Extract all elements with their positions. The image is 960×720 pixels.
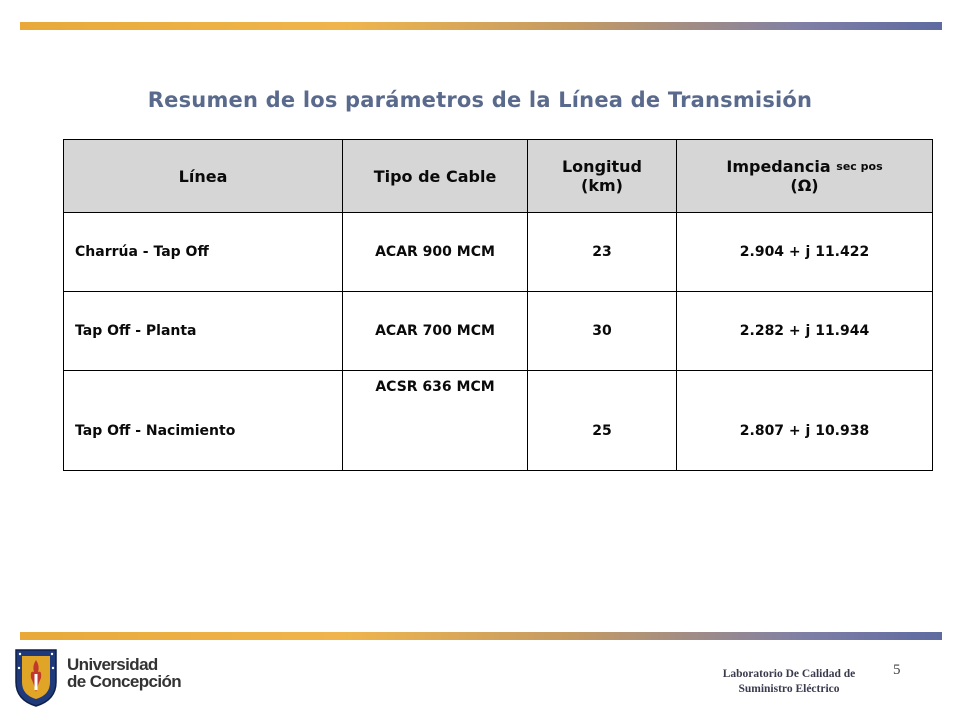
lab-name: [714, 667, 864, 697]
header-impedancia-unit: (Ω): [790, 176, 819, 195]
university-shield-logo-icon: [14, 648, 58, 708]
table-header-row: [64, 140, 933, 213]
cell-impedancia: 2.282 + j 11.944: [677, 292, 933, 371]
parameters-table: [63, 139, 933, 471]
header-tipo-cable: Tipo de Cable: [343, 140, 528, 213]
university-name-line2: de Concepción: [67, 672, 182, 691]
header-longitud-label: Longitud: [561, 157, 642, 176]
cell-linea: Tap Off - Nacimiento: [64, 371, 343, 471]
cell-tipo-cable: ACAR 900 MCM: [343, 213, 528, 292]
university-name: [67, 656, 181, 690]
top-decorative-bar: [20, 22, 942, 30]
slide-title: Resumen de los parámetros de la Línea de Transmisión: [147, 88, 813, 112]
cell-impedancia: 2.904 + j 11.422: [677, 213, 933, 292]
header-impedancia-subscript: sec pos: [836, 160, 883, 173]
header-impedancia: [677, 140, 933, 213]
cell-tipo-cable: ACAR 700 MCM: [343, 292, 528, 371]
table-row: [64, 371, 933, 471]
cell-longitud: 30: [528, 292, 677, 371]
cell-linea: Charrúa - Tap Off: [64, 213, 343, 292]
table-row: [64, 213, 933, 292]
header-longitud: [528, 140, 677, 213]
header-impedancia-label: Impedancia: [726, 157, 831, 176]
lab-name-line2: Suministro Eléctrico: [738, 683, 840, 695]
header-longitud-unit: (km): [581, 176, 623, 195]
cell-linea: Tap Off - Planta: [64, 292, 343, 371]
cell-longitud: 25: [528, 371, 677, 471]
cell-tipo-cable: ACSR 636 MCM: [343, 371, 528, 471]
bottom-decorative-bar: [20, 632, 942, 640]
lab-name-line1: Laboratorio De Calidad de: [722, 668, 856, 680]
page-number: 5: [893, 662, 901, 678]
cell-impedancia: 2.807 + j 10.938: [677, 371, 933, 471]
table-row: [64, 292, 933, 371]
header-linea: Línea: [64, 140, 343, 213]
university-name-line1: Universidad: [67, 655, 158, 674]
cell-longitud: 23: [528, 213, 677, 292]
